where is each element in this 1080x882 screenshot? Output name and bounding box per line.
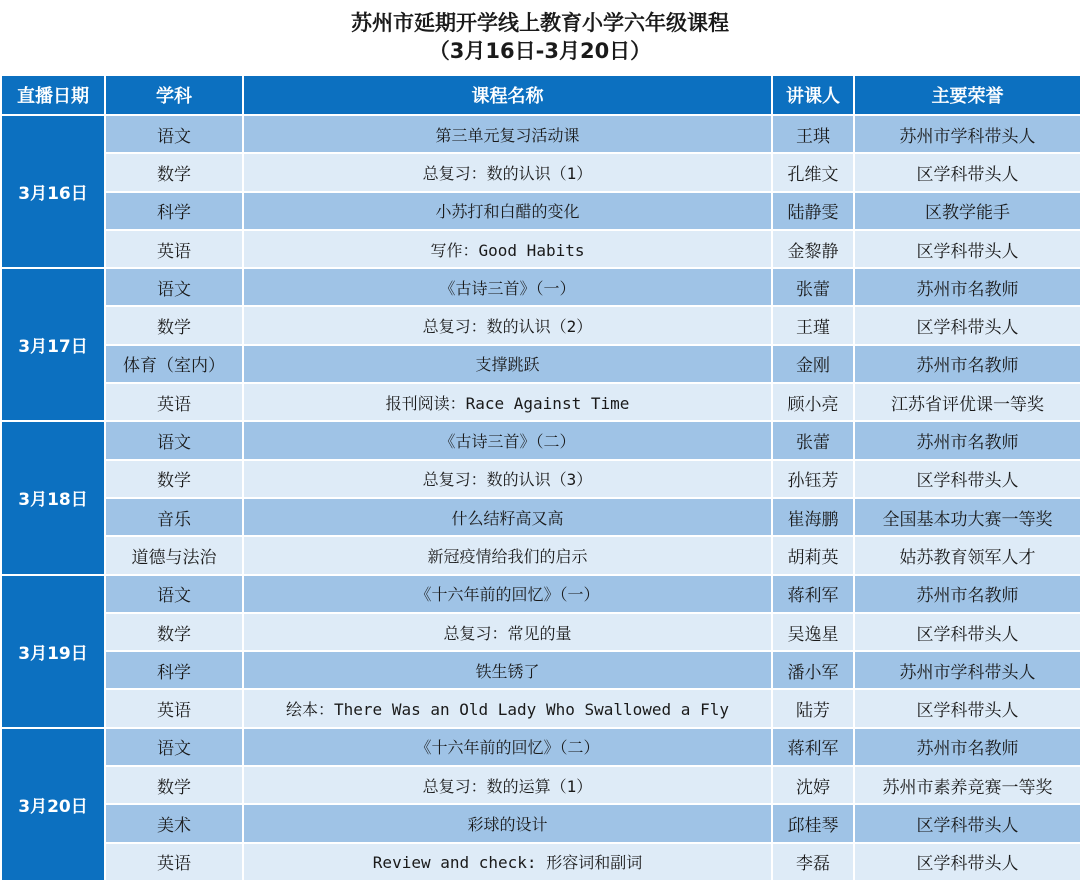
honor-cell: 姑苏教育领军人才: [854, 536, 1080, 574]
teacher-cell: 蒋利军: [772, 728, 854, 766]
date-cell: 3月19日: [1, 575, 105, 728]
date-cell: 3月16日: [1, 115, 105, 268]
course-cell: 总复习：数的认识（3）: [243, 460, 772, 498]
honor-cell: 区学科带头人: [854, 804, 1080, 842]
page-title: [0, 0, 1080, 74]
teacher-cell: 李磊: [772, 843, 854, 881]
table-row: [1, 843, 1080, 881]
honor-cell: 全国基本功大赛一等奖: [854, 498, 1080, 536]
header-date: 直播日期: [1, 75, 105, 115]
subject-cell: 数学: [105, 766, 243, 804]
course-cell: 什么结籽高又高: [243, 498, 772, 536]
course-cell: 写作：Good Habits: [243, 230, 772, 268]
teacher-cell: 潘小军: [772, 651, 854, 689]
course-cell: 支撑跳跃: [243, 345, 772, 383]
honor-cell: 苏州市名教师: [854, 728, 1080, 766]
teacher-cell: 陆芳: [772, 689, 854, 727]
course-cell: 《十六年前的回忆》（二）: [243, 728, 772, 766]
course-cell: 小苏打和白醋的变化: [243, 192, 772, 230]
table-row: [1, 651, 1080, 689]
teacher-cell: 金黎静: [772, 230, 854, 268]
honor-cell: 苏州市学科带头人: [854, 651, 1080, 689]
table-row: [1, 575, 1080, 613]
course-cell: 总复习：数的运算（1）: [243, 766, 772, 804]
subject-cell: 音乐: [105, 498, 243, 536]
subject-cell: 美术: [105, 804, 243, 842]
honor-cell: 区学科带头人: [854, 613, 1080, 651]
teacher-cell: 孔维文: [772, 153, 854, 191]
honor-cell: 苏州市名教师: [854, 268, 1080, 306]
title-line-1: 苏州市延期开学线上教育小学六年级课程: [351, 11, 729, 35]
table-row: [1, 268, 1080, 306]
teacher-cell: 吴逸星: [772, 613, 854, 651]
teacher-cell: 张蕾: [772, 421, 854, 459]
subject-cell: 数学: [105, 460, 243, 498]
teacher-cell: 王琪: [772, 115, 854, 153]
subject-cell: 数学: [105, 306, 243, 344]
date-cell: 3月18日: [1, 421, 105, 574]
table-row: [1, 345, 1080, 383]
header-teacher: 讲课人: [772, 75, 854, 115]
subject-cell: 数学: [105, 153, 243, 191]
subject-cell: 语文: [105, 575, 243, 613]
table-row: [1, 153, 1080, 191]
table-row: [1, 536, 1080, 574]
title-line-2: （3月16日-3月20日）: [428, 39, 652, 63]
honor-cell: 江苏省评优课一等奖: [854, 383, 1080, 421]
course-cell: 《十六年前的回忆》（一）: [243, 575, 772, 613]
teacher-cell: 蒋利军: [772, 575, 854, 613]
course-cell: 第三单元复习活动课: [243, 115, 772, 153]
subject-cell: 英语: [105, 230, 243, 268]
table-row: [1, 421, 1080, 459]
honor-cell: 区教学能手: [854, 192, 1080, 230]
honor-cell: 区学科带头人: [854, 689, 1080, 727]
header-subject: 学科: [105, 75, 243, 115]
honor-cell: 区学科带头人: [854, 460, 1080, 498]
table-row: [1, 460, 1080, 498]
honor-cell: 苏州市名教师: [854, 421, 1080, 459]
table-row: [1, 804, 1080, 842]
honor-cell: 苏州市名教师: [854, 575, 1080, 613]
honor-cell: 苏州市名教师: [854, 345, 1080, 383]
honor-cell: 区学科带头人: [854, 843, 1080, 881]
subject-cell: 语文: [105, 421, 243, 459]
table-row: [1, 613, 1080, 651]
subject-cell: 语文: [105, 728, 243, 766]
course-cell: 绘本：There Was an Old Lady Who Swallowed a Fly: [243, 689, 772, 727]
honor-cell: 区学科带头人: [854, 230, 1080, 268]
course-cell: 《古诗三首》（二）: [243, 421, 772, 459]
subject-cell: 语文: [105, 268, 243, 306]
course-cell: 总复习：数的认识（1）: [243, 153, 772, 191]
subject-cell: 科学: [105, 651, 243, 689]
table-row: [1, 115, 1080, 153]
course-cell: 总复习：数的认识（2）: [243, 306, 772, 344]
teacher-cell: 金刚: [772, 345, 854, 383]
header-honor: 主要荣誉: [854, 75, 1080, 115]
course-cell: 新冠疫情给我们的启示: [243, 536, 772, 574]
subject-cell: 语文: [105, 115, 243, 153]
course-cell: 铁生锈了: [243, 651, 772, 689]
subject-cell: 体育（室内）: [105, 345, 243, 383]
date-cell: 3月17日: [1, 268, 105, 421]
course-cell: Review and check: 形容词和副词: [243, 843, 772, 881]
table-row: [1, 383, 1080, 421]
header-course: 课程名称: [243, 75, 772, 115]
table-row: [1, 230, 1080, 268]
teacher-cell: 顾小亮: [772, 383, 854, 421]
honor-cell: 区学科带头人: [854, 153, 1080, 191]
teacher-cell: 邱桂琴: [772, 804, 854, 842]
table-row: [1, 766, 1080, 804]
table-row: [1, 306, 1080, 344]
header-row: [1, 75, 1080, 115]
teacher-cell: 崔海鹏: [772, 498, 854, 536]
table-row: [1, 689, 1080, 727]
table-row: [1, 192, 1080, 230]
table-row: [1, 498, 1080, 536]
honor-cell: 区学科带头人: [854, 306, 1080, 344]
honor-cell: 苏州市学科带头人: [854, 115, 1080, 153]
table-row: [1, 728, 1080, 766]
teacher-cell: 张蕾: [772, 268, 854, 306]
subject-cell: 道德与法治: [105, 536, 243, 574]
subject-cell: 科学: [105, 192, 243, 230]
honor-cell: 苏州市素养竞赛一等奖: [854, 766, 1080, 804]
course-cell: 报刊阅读：Race Against Time: [243, 383, 772, 421]
teacher-cell: 孙钰芳: [772, 460, 854, 498]
subject-cell: 英语: [105, 383, 243, 421]
subject-cell: 英语: [105, 689, 243, 727]
subject-cell: 英语: [105, 843, 243, 881]
schedule-body: [1, 115, 1080, 881]
subject-cell: 数学: [105, 613, 243, 651]
schedule-table: [0, 74, 1080, 882]
teacher-cell: 胡莉英: [772, 536, 854, 574]
teacher-cell: 王瑾: [772, 306, 854, 344]
teacher-cell: 沈婷: [772, 766, 854, 804]
course-cell: 彩球的设计: [243, 804, 772, 842]
course-cell: 《古诗三首》（一）: [243, 268, 772, 306]
teacher-cell: 陆静雯: [772, 192, 854, 230]
course-cell: 总复习：常见的量: [243, 613, 772, 651]
date-cell: 3月20日: [1, 728, 105, 881]
